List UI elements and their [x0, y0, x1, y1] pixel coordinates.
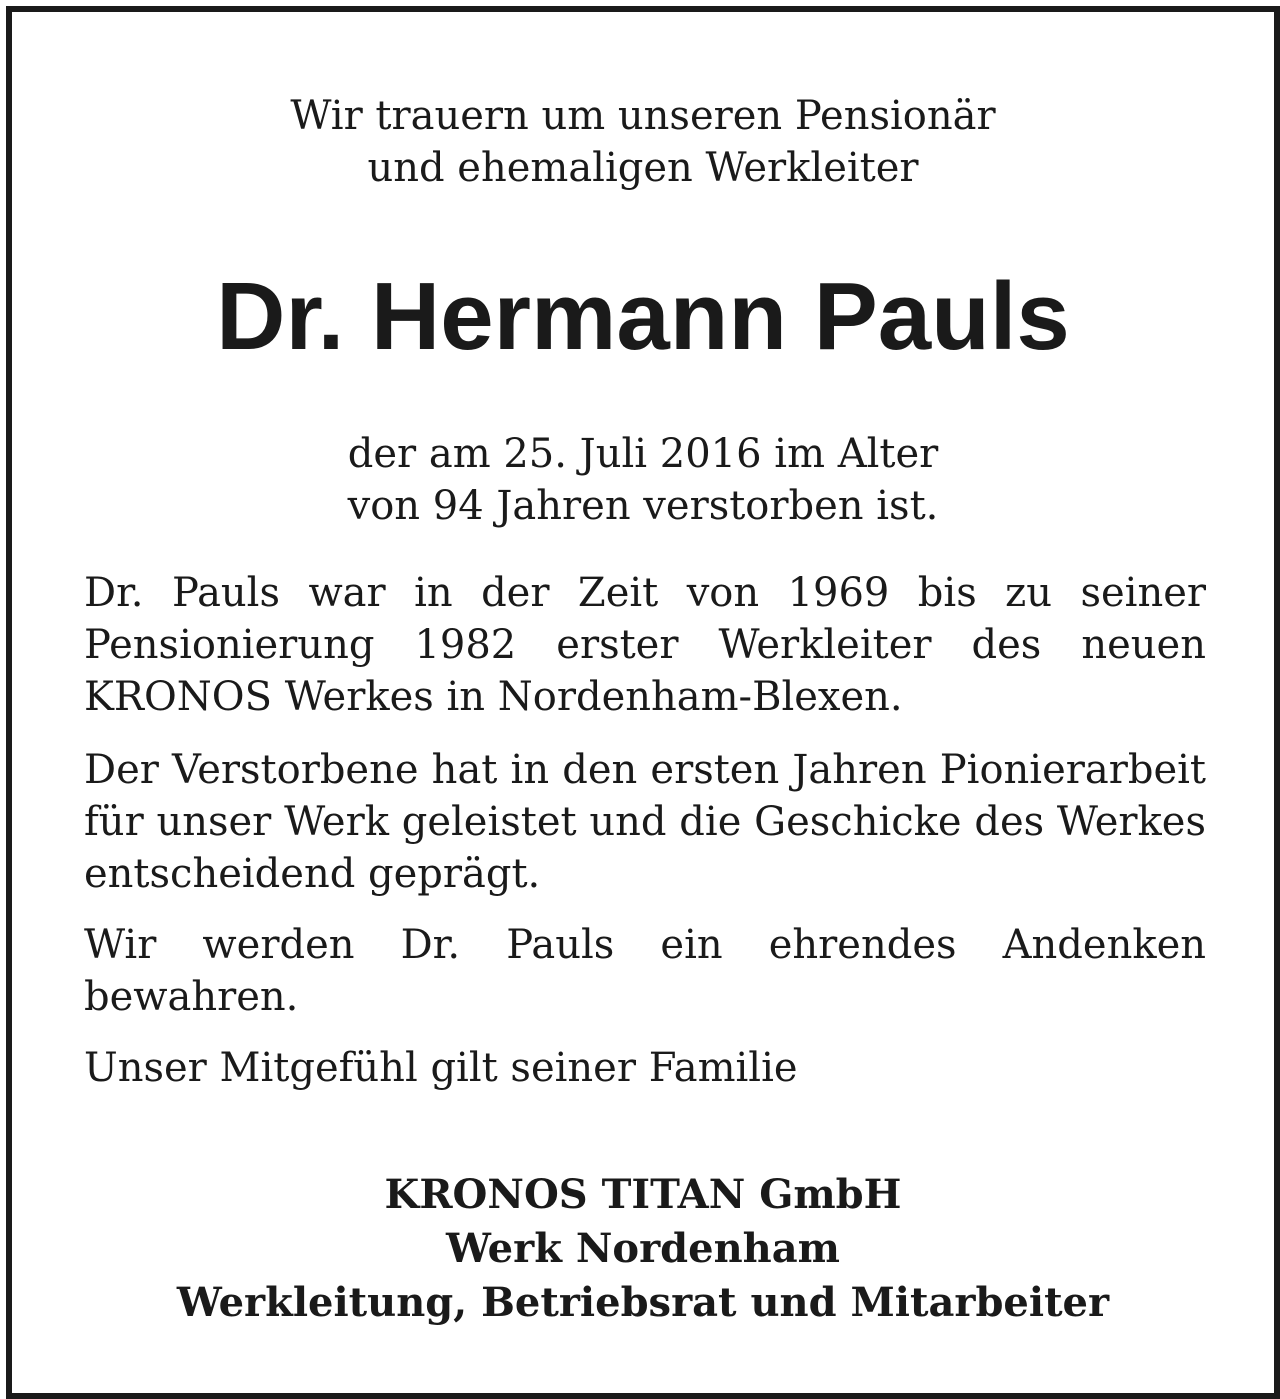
- signature-block: [12, 1168, 1274, 1330]
- paragraph-pioneer: Der Verstorbene hat in den ersten Jahren Pionierarbeit für unser Werk geleistet und die Geschicke des Werkes entscheidend geprägt.: [84, 747, 1206, 897]
- death-line: der am 25. Juli 2016 im Alter: [347, 431, 939, 477]
- signatories: Werkleitung, Betriebsrat und Mitarbeiter: [176, 1279, 1110, 1326]
- paragraph-career: Dr. Pauls war in der Zeit von 1969 bis zu seiner Pensionierung 1982 erster Werkleiter des neuen KRONOS Werkes in Nordenham-Blexen.: [84, 570, 1206, 720]
- company-name: KRONOS TITAN GmbH: [384, 1171, 902, 1218]
- intro-text: [12, 90, 1274, 194]
- deceased-name: Dr. Hermann Pauls: [216, 263, 1070, 370]
- intro-line: und ehemaligen Werkleiter: [367, 145, 919, 191]
- paragraph-remembrance: Wir werden Dr. Pauls ein ehrendes Andenken bewahren.: [84, 922, 1206, 1020]
- death-line: von 94 Jahren verstorben ist.: [347, 483, 939, 529]
- paragraph-condolence: Unser Mitgefühl gilt seiner Familie: [84, 1045, 798, 1091]
- obituary-notice: [6, 6, 1280, 1399]
- death-statement: [12, 428, 1274, 532]
- plant-name: Werk Nordenham: [446, 1225, 840, 1272]
- intro-line: Wir trauern um unseren Pensionär: [290, 93, 996, 139]
